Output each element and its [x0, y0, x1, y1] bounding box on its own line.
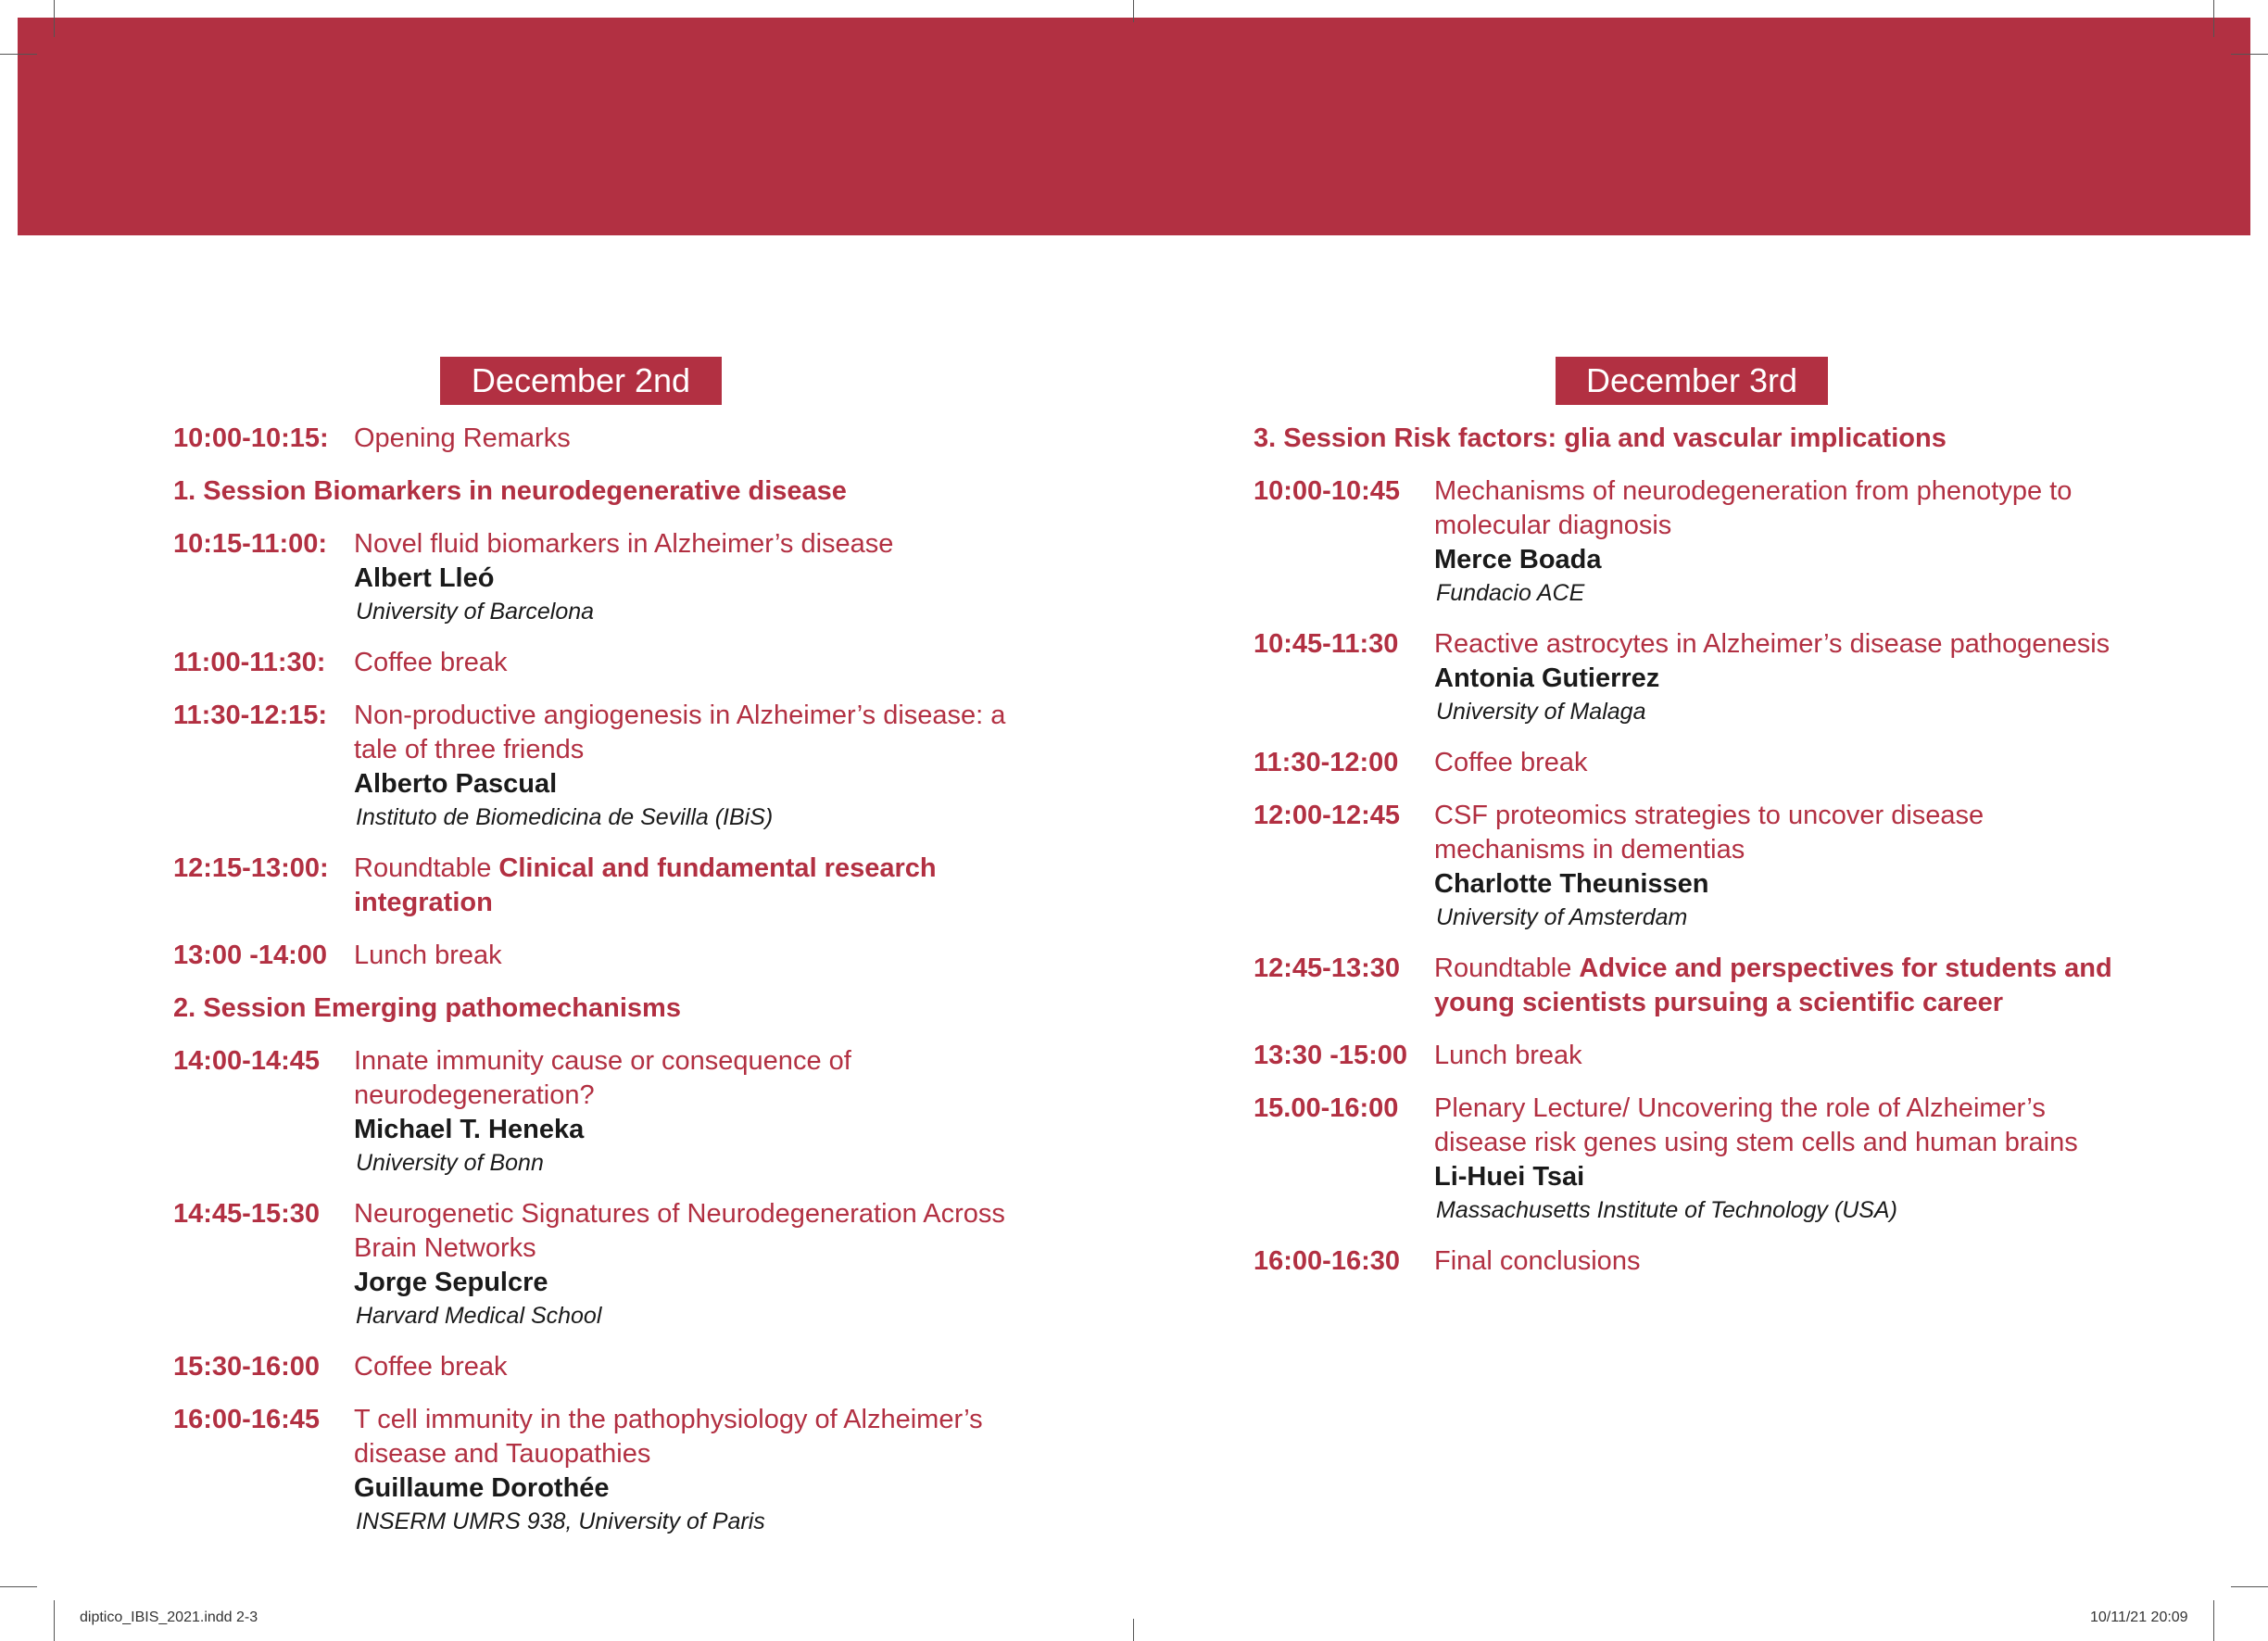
crop-mark [54, 1600, 55, 1641]
session-details [354, 1350, 1007, 1384]
schedule-item [173, 1044, 1007, 1179]
session-details [354, 1044, 1007, 1179]
schedule-row [173, 939, 1007, 973]
talk-title: Coffee break [354, 1352, 508, 1382]
schedule-list [1254, 422, 2134, 1297]
talk-title [1434, 952, 2134, 1020]
speaker-affiliation: University of Amsterdam [1436, 904, 1688, 930]
schedule-row [1254, 1244, 2134, 1279]
schedule-row [1254, 799, 2134, 933]
schedule-item [173, 422, 1007, 456]
schedule-item [1254, 1092, 2134, 1226]
date-badge: December 3rd [1556, 357, 1828, 405]
session-title: 2. Session Emerging pathomechanisms [173, 993, 681, 1023]
schedule-item [1254, 474, 2134, 609]
crop-mark [2213, 1600, 2214, 1641]
talk-title: Neurogenetic Signatures of Neurodegeneration Across Brain Networks [354, 1199, 1005, 1263]
crop-mark [0, 1586, 37, 1587]
time-slot: 15.00-16:00 [1254, 1093, 1399, 1123]
speaker-name: Alberto Pascual [354, 769, 558, 799]
crop-mark [2231, 54, 2268, 55]
schedule-item [173, 939, 1007, 973]
talk-title: Coffee break [1434, 748, 1588, 777]
crop-mark [1133, 0, 1134, 22]
speaker-affiliation: University of Barcelona [356, 599, 595, 625]
schedule-row [173, 1403, 1007, 1537]
crop-mark [54, 0, 55, 37]
session-details [354, 699, 1007, 833]
schedule-row [1254, 627, 2134, 727]
session-details [354, 1197, 1007, 1332]
session-heading [173, 474, 1007, 509]
talk-title: Opening Remarks [354, 423, 571, 453]
crop-mark [2231, 1586, 2268, 1587]
speaker-name: Merce Boada [1434, 545, 1602, 574]
talk-title: T cell immunity in the pathophysiology of Alzheimer’s disease and Tauopathies [354, 1405, 983, 1469]
time-slot: 11:30-12:00 [1254, 748, 1399, 777]
speaker-affiliation: Fundacio ACE [1436, 580, 1585, 606]
session-details [354, 422, 1007, 456]
date-badge: December 2nd [440, 357, 722, 405]
session-details [354, 527, 1007, 627]
talk-title: Novel fluid biomarkers in Alzheimer’s disease [354, 529, 894, 559]
schedule-row [173, 852, 1007, 920]
schedule-item [173, 527, 1007, 627]
session-details [354, 852, 1007, 920]
talk-title: Innate immunity cause or consequence of neurodegeneration? [354, 1046, 851, 1110]
schedule-item [173, 699, 1007, 833]
schedule-item [173, 646, 1007, 680]
time-slot: 16:00-16:45 [173, 1405, 320, 1434]
schedule-row [1254, 746, 2134, 780]
session-details [1434, 799, 2134, 933]
time-slot: 12:45-13:30 [1254, 953, 1400, 983]
schedule-item [1254, 952, 2134, 1020]
talk-title: Lunch break [1434, 1041, 1582, 1070]
schedule-item [173, 1350, 1007, 1384]
schedule-item [173, 852, 1007, 920]
time-slot: 10:15-11:00: [173, 529, 328, 559]
talk-title: CSF proteomics strategies to uncover disease mechanisms in dementias [1434, 801, 1984, 865]
schedule-item [173, 1197, 1007, 1332]
talk-title [354, 852, 1007, 920]
speaker-affiliation: Massachusetts Institute of Technology (USA) [1436, 1197, 1897, 1223]
session-heading [1254, 422, 2134, 456]
session-details [354, 939, 1007, 973]
speaker-name: Albert Lleó [354, 563, 495, 593]
speaker-name: Guillaume Dorothée [354, 1473, 610, 1503]
speaker-affiliation: University of Bonn [356, 1150, 544, 1176]
session-heading [173, 991, 1007, 1026]
speaker-name: Li-Huei Tsai [1434, 1162, 1585, 1192]
time-slot: 11:00-11:30: [173, 648, 326, 677]
talk-title: Plenary Lecture/ Uncovering the role of Alzheimer’s disease risk genes using stem cells and human brains [1434, 1093, 2078, 1157]
schedule-list [173, 422, 1007, 1556]
session-title: 3. Session Risk factors: glia and vascular implications [1254, 423, 1947, 453]
session-details [1434, 1092, 2134, 1226]
speaker-affiliation: Harvard Medical School [356, 1303, 602, 1329]
session-details [1434, 746, 2134, 780]
time-slot: 15:30-16:00 [173, 1352, 320, 1382]
time-slot: 10:00-10:15: [173, 423, 329, 453]
roundtable-topic: Clinical and fundamental research integration [354, 853, 937, 917]
print-footer-timestamp: 10/11/21 20:09 [2090, 1609, 2188, 1625]
schedule-row [173, 1197, 1007, 1332]
time-slot: 16:00-16:30 [1254, 1246, 1400, 1276]
speaker-name: Jorge Sepulcre [354, 1268, 548, 1297]
talk-title: Final conclusions [1434, 1246, 1641, 1276]
schedule-row [173, 527, 1007, 627]
schedule-item [1254, 1039, 2134, 1073]
time-slot: 13:00 -14:00 [173, 940, 328, 970]
talk-title: Non-productive angiogenesis in Alzheimer’s disease: a tale of three friends [354, 701, 1006, 764]
time-slot: 12:15-13:00: [173, 853, 329, 883]
session-details [1434, 952, 2134, 1020]
session-details [354, 646, 1007, 680]
crop-mark [1133, 1619, 1134, 1641]
session-details [1434, 627, 2134, 727]
schedule-row [173, 422, 1007, 456]
roundtable-topic: Advice and perspectives for students and young scientists pursuing a scientific career [1434, 953, 2112, 1017]
schedule-row [1254, 1092, 2134, 1226]
roundtable-prefix: Roundtable [354, 853, 499, 883]
talk-title: Lunch break [354, 940, 502, 970]
crop-mark [2213, 0, 2214, 37]
session-details [1434, 1039, 2134, 1073]
talk-title: Coffee break [354, 648, 508, 677]
speaker-affiliation: Instituto de Biomedicina de Sevilla (IBiS) [356, 804, 774, 830]
time-slot: 14:00-14:45 [173, 1046, 320, 1076]
speaker-name: Antonia Gutierrez [1434, 663, 1660, 693]
talk-title: Mechanisms of neurodegeneration from phenotype to molecular diagnosis [1434, 476, 2073, 540]
crop-mark [0, 54, 37, 55]
schedule-row [1254, 474, 2134, 609]
speaker-name: Charlotte Theunissen [1434, 869, 1709, 899]
speaker-affiliation: INSERM UMRS 938, University of Paris [356, 1508, 765, 1534]
schedule-row [1254, 952, 2134, 1020]
time-slot: 13:30 -15:00 [1254, 1041, 1408, 1070]
schedule-row [1254, 1039, 2134, 1073]
session-details [1434, 474, 2134, 609]
schedule-row [173, 1350, 1007, 1384]
schedule-row [173, 1044, 1007, 1179]
schedule-row [173, 699, 1007, 833]
time-slot: 14:45-15:30 [173, 1199, 320, 1229]
schedule-item [173, 1403, 1007, 1537]
time-slot: 10:45-11:30 [1254, 629, 1399, 659]
session-details [1434, 1244, 2134, 1279]
talk-title: Reactive astrocytes in Alzheimer’s disease pathogenesis [1434, 629, 2110, 659]
schedule-item [1254, 746, 2134, 780]
schedule-item [1254, 1244, 2134, 1279]
roundtable-prefix: Roundtable [1434, 953, 1580, 983]
speaker-affiliation: University of Malaga [1436, 699, 1646, 725]
schedule-row [173, 646, 1007, 680]
session-details [354, 1403, 1007, 1537]
session-title: 1. Session Biomarkers in neurodegenerative disease [173, 476, 847, 506]
schedule-item [1254, 799, 2134, 933]
time-slot: 10:00-10:45 [1254, 476, 1400, 506]
schedule-item [1254, 627, 2134, 727]
print-footer-file: diptico_IBIS_2021.indd 2-3 [80, 1609, 258, 1625]
time-slot: 12:00-12:45 [1254, 801, 1400, 830]
speaker-name: Michael T. Heneka [354, 1115, 585, 1144]
time-slot: 11:30-12:15: [173, 701, 328, 730]
header-banner [18, 18, 2250, 235]
